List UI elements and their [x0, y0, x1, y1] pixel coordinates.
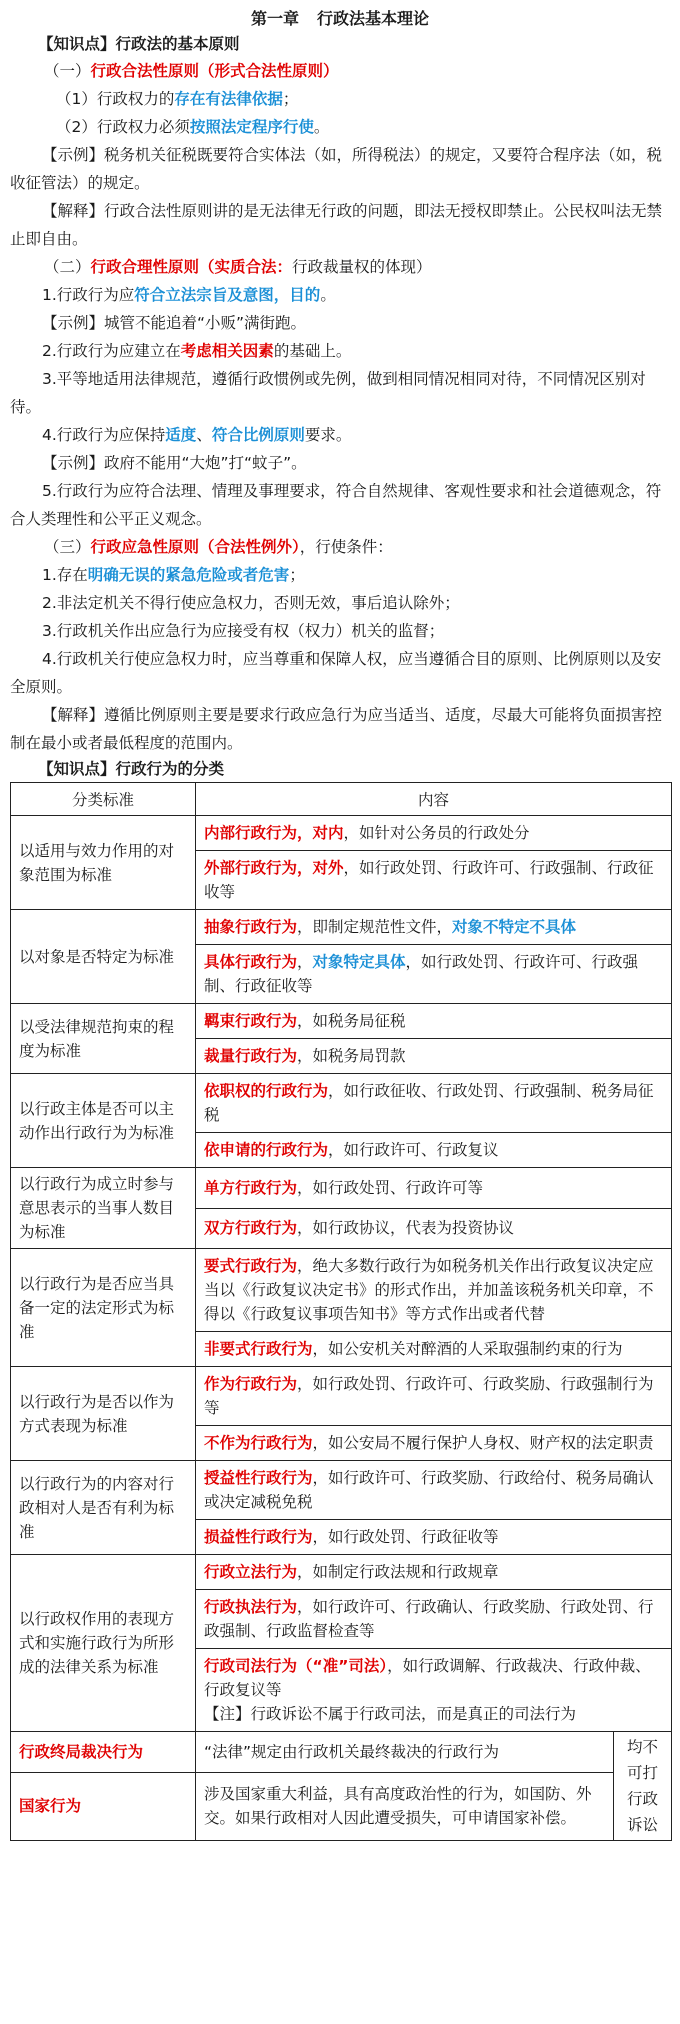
- behavior-type: 羁束行政行为: [204, 1012, 298, 1030]
- classification-table: [10, 782, 672, 1841]
- category-cell: 以行政主体是否可以主动作出行政行为为标准: [11, 1074, 196, 1168]
- behavior-desc: ，如行政处罚、行政许可等: [297, 1178, 484, 1197]
- category-cell: 以行政权作用的表现方式和实施行政行为所形成的法律关系为标准: [11, 1555, 196, 1732]
- content-cell: [196, 1555, 672, 1590]
- table-note: 【注】行政诉讼不属于行政司法，而是真正的司法行为: [204, 1705, 577, 1723]
- table-body: [11, 816, 672, 1841]
- behavior-desc: ，如税务局征税: [297, 1012, 406, 1030]
- behavior-type: 单方行政行为: [204, 1178, 298, 1197]
- behavior-type: 非要式行政行为: [204, 1340, 313, 1358]
- behavior-type: 不作为行政行为: [204, 1434, 313, 1452]
- behavior-type: 依职权的行政行为: [204, 1082, 329, 1100]
- list-item: 2.行政行为应建立在考虑相关因素的基础上。: [42, 342, 352, 360]
- content-cell: [196, 1168, 672, 1209]
- column-header: 内容: [196, 783, 672, 816]
- behavior-desc: ，如制定行政法规和行政规章: [297, 1563, 499, 1581]
- knowledge-point-heading: 【知识点】行政法的基本原则: [38, 35, 240, 53]
- content-cell: [196, 1074, 672, 1133]
- behavior-type: 抽象行政行为: [204, 918, 298, 936]
- behavior-desc: ，如行政处罚、行政征收等: [312, 1528, 499, 1546]
- behavior-type: 内部行政行为，对内: [204, 824, 344, 842]
- table-row: [11, 816, 672, 851]
- behavior-desc: ，如行政许可、行政复议: [328, 1141, 499, 1159]
- knowledge-point-heading: 【知识点】行政行为的分类: [38, 760, 225, 778]
- merged-note-cell: 均不可打行政诉讼: [614, 1732, 672, 1841]
- content-cell: [196, 1004, 672, 1039]
- behavior-type: 具体行政行为: [204, 953, 298, 971]
- table-header-row: [11, 783, 672, 816]
- content-cell: [196, 1590, 672, 1649]
- list-item: （2）行政权力必须按照法定程序行使。: [56, 118, 330, 136]
- behavior-type: 行政执法行为: [204, 1598, 298, 1616]
- category-cell: 以行政行为是否应当具备一定的法定形式为标准: [11, 1249, 196, 1367]
- content-cell: 涉及国家重大利益，具有高度政治性的行为，如国防、外交。如果行政相对人因此遭受损失，可申请国家补偿。: [196, 1772, 614, 1840]
- example-paragraph: 【示例】政府不能用“大炮”打“蚊子”。: [42, 454, 307, 472]
- content-cell: [196, 1332, 672, 1367]
- behavior-desc: ，: [297, 953, 313, 971]
- behavior-desc: ，即制定规范性文件，: [297, 918, 453, 936]
- explanation-paragraph: 【解释】行政合法性原则讲的是无法律无行政的问题，即法无授权即禁止。公民权叫法无禁止即自由。: [10, 202, 663, 248]
- list-item: 4.行政机关行使应急权力时，应当尊重和保障人权，应当遵循合目的原则、比例原则以及安全原则。: [10, 650, 662, 696]
- table-row: [11, 910, 672, 945]
- content-cell: [196, 851, 672, 910]
- behavior-type: 作为行政行为: [204, 1375, 298, 1393]
- section-heading: （三）行政应急性原则（合法性例外），行使条件：: [44, 538, 393, 556]
- category-cell: 以适用与效力作用的对象范围为标准: [11, 816, 196, 910]
- list-item: 4.行政行为应保持适度、符合比例原则要求。: [42, 426, 352, 444]
- example-paragraph: 【示例】城管不能追着“小贩”满街跑。: [42, 314, 307, 332]
- category-cell: 以行政行为成立时参与意思表示的当事人数目为标准: [11, 1168, 196, 1249]
- behavior-type: 外部行政行为，对外: [204, 859, 344, 877]
- table-row: [11, 1074, 672, 1133]
- content-cell: [196, 1426, 672, 1461]
- behavior-desc: ，如行政许可、行政奖励、行政给付、税务局确认或决定减税免税: [204, 1469, 654, 1511]
- content-cell: “法律”规定由行政机关最终裁决的行政行为: [196, 1732, 614, 1773]
- behavior-desc: ，绝大多数行政行为如税务机关作出行政复议决定应当以《行政复议决定书》的形式作出，并加盖该税务机关印章，不得以《行政复议事项告知书》等方式作出或者代替: [204, 1257, 654, 1323]
- behavior-desc: ，如公安机关对醉酒的人采取强制约束的行为: [312, 1340, 623, 1358]
- list-item: 3.平等地适用法律规范，遵循行政惯例或先例，做到相同情况相同对待，不同情况区别对待。: [10, 370, 646, 416]
- table-row: [11, 1004, 672, 1039]
- behavior-desc: ，如行政征收、行政处罚、行政强制、税务局征税: [204, 1082, 654, 1124]
- chapter-title: 第一章 行政法基本理论: [250, 9, 430, 28]
- section-heading: （一）行政合法性原则（形式合法性原则）: [44, 62, 339, 80]
- table-row: [11, 1168, 672, 1209]
- content-cell: [196, 910, 672, 945]
- category-cell: 行政终局裁决行为: [11, 1732, 196, 1773]
- behavior-type: 双方行政行为: [204, 1219, 298, 1238]
- behavior-type: 行政立法行为: [204, 1563, 298, 1581]
- content-cell: [196, 816, 672, 851]
- content-cell: [196, 1039, 672, 1074]
- content-cell: [196, 945, 672, 1004]
- behavior-type: 授益性行政行为: [204, 1469, 313, 1487]
- list-item: 5.行政行为应符合法理、情理及事理要求，符合自然规律、客观性要求和社会道德观念，符合人类理性和公平正义观念。: [10, 482, 662, 528]
- content-cell: [196, 1133, 672, 1168]
- category-cell: 国家行为: [11, 1772, 196, 1840]
- behavior-type: 行政司法行为（“准”司法）: [204, 1657, 388, 1675]
- behavior-desc: ，如税务局罚款: [297, 1047, 406, 1065]
- behavior-type: 损益性行政行为: [204, 1528, 313, 1546]
- table-row: [11, 1732, 672, 1773]
- explanation-paragraph: 【解释】遵循比例原则主要是要求行政应急行为应当适当、适度，尽最大可能将负面损害控制在最小或者最低程度的范围内。: [10, 706, 663, 752]
- table-row: [11, 1249, 672, 1332]
- behavior-desc: ，如针对公务员的行政处分: [343, 824, 530, 842]
- content-cell: [196, 1649, 672, 1732]
- section-heading: （二）行政合理性原则（实质合法：行政裁量权的体现）: [44, 258, 432, 276]
- table-row: [11, 1772, 672, 1840]
- behavior-type: 要式行政行为: [204, 1257, 298, 1275]
- table-row: [11, 1555, 672, 1590]
- example-paragraph: 【示例】税务机关征税既要符合实体法（如，所得税法）的规定，又要符合程序法（如，税收征管法）的规定。: [10, 146, 663, 192]
- content-cell: [196, 1520, 672, 1555]
- behavior-type: 裁量行政行为: [204, 1047, 298, 1065]
- content-cell: [196, 1367, 672, 1426]
- category-cell: 以对象是否特定为标准: [11, 910, 196, 1004]
- behavior-desc: ，如行政处罚、行政许可、行政强制、行政征收等: [204, 953, 639, 995]
- behavior-desc: ，如行政处罚、行政许可、行政强制、行政征收等: [204, 859, 654, 901]
- content-cell: [196, 1249, 672, 1332]
- table-row: [11, 1367, 672, 1426]
- behavior-desc: ，如行政协议，代表为投资协议: [297, 1219, 515, 1238]
- list-item: 2.非法定机关不得行使应急权力，否则无效，事后追认除外；: [42, 594, 460, 612]
- column-header: 分类标准: [11, 783, 196, 816]
- behavior-highlight: 对象特定具体: [312, 953, 406, 971]
- list-item: 1.行政行为应符合立法宗旨及意图，目的。: [42, 286, 336, 304]
- table-row: [11, 1461, 672, 1520]
- behavior-desc: ，如行政调解、行政裁决、行政仲裁、行政复议等: [204, 1657, 651, 1699]
- category-cell: 以行政行为的内容对行政相对人是否有利为标准: [11, 1461, 196, 1555]
- category-cell: 以受法律规范拘束的程度为标准: [11, 1004, 196, 1074]
- list-item: （1）行政权力的存在有法律依据；: [56, 90, 299, 108]
- behavior-highlight: 对象不特定不具体: [452, 918, 577, 936]
- content-cell: [196, 1208, 672, 1249]
- list-item: 3.行政机关作出应急行为应接受有权（权力）机关的监督；: [42, 622, 445, 640]
- behavior-type: 依申请的行政行为: [204, 1141, 329, 1159]
- behavior-desc: ，如行政许可、行政确认、行政奖励、行政处罚、行政强制、行政监督检查等: [204, 1598, 654, 1640]
- category-cell: 以行政行为是否以作为方式表现为标准: [11, 1367, 196, 1461]
- behavior-desc: ，如公安局不履行保护人身权、财产权的法定职责: [312, 1434, 654, 1452]
- list-item: 1.存在明确无误的紧急危险或者危害；: [42, 566, 305, 584]
- behavior-desc: ，如行政处罚、行政许可、行政奖励、行政强制行为等: [204, 1375, 654, 1417]
- content-cell: [196, 1461, 672, 1520]
